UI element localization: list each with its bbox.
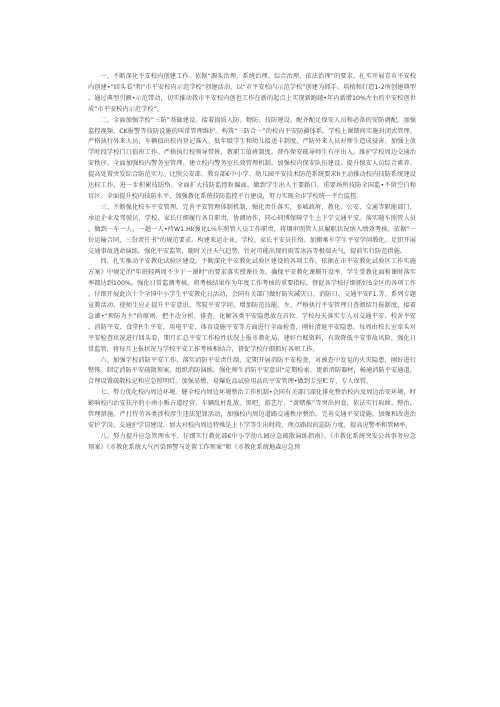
document-body — [88, 72, 416, 454]
paragraph-school-bus-safety: 三、不断强化校车平安管理。完善平安管理体制机制，强化责任落实，多城政府，教化、公安、交通等职能部门，承运企业及驾驶员，学校、家长仔细履行各自职责，协调协作，同心同博保障学生上下学交通平安。落实随车照管人员，做到一车一人，一趟一人•持W1.Hk强化L⅛车照管人员工作职责，将烟审照管人员履职状况纳入绩效考核。依据“一份运输合同、三份责任书”的规范要求。构建来运企业、学校、家长平安员任络。加搬乘车学生平安学问教化。足织开展交通事故逃命演练，强化平安监管，随时关注天气趋势，针对可能出现的雨雪冰冻等极端天气，提前实行防范措施。 — [88, 203, 416, 255]
paragraph-campus-environment: 七、努力优化校内周边环境。健全校内周边环境整治工作机制•会同有关部门深化排化整治校内及周边治安环境，时影响校内治安扶序的小南小贩占道经营、车辆乱杆乱放、黑吧、游艺厅，“黄赌推”等突出何食，依法实行取締。整治，管理措施。严打侍劳各类涉校涉生违法犯罪活动，加强校内周边道路交通秩序整治。完善交通平安设施。加强和改进治安护学岗、交通护学岗建设，加大对校内周边特殊是上下学等生出时段、理点路段的巡防力度，提高见警率和管M率， — [88, 389, 416, 429]
paragraph-three-defenses: 二、全面加强学校“三防”基础建设。接着损质人防、物防、技防建设。配齐配足保安人员和必备的安防调配。加强监控视频、CK报警等技防设施的叫常管理维护。构筑“三防合一”的校内平安防疆体系。学校上课期间实施封闭式管理。严格执行外来人员、车辆值出校内登记准入、低年级学生和幼儿接送卡制度，严防外来人员对师生造成侵害。加强上放学时段学校门口值班工作。严格执行校领导带班、教职工值班制度。督作保安疏导师生有序出入。维护学校周边交通治安秩序。全面加强校内警务室管理。建立校内警务室长效管理机制。加强校内保安队伍建设。提升保安人员综合素养。提高处置突发综合防范实力。比照公安部、教育部€中小学、幼儿园平安技术防范系统要求h主动推动校内技防系统建设达标工作，进一步积累技防络、全面扩大技防监控粒偏面，做到学生出入主要路口、重要场所技防全国监•不留空白和盲区。全面提升校内技防水平，加强教化系统技防监控平台建设，努力实现全市学校统一平台监控。 — [88, 116, 416, 200]
paragraph-emergency-management: 八、努力提升应急管理水平。仔细实行教化部€中小学幼儿园应急疏散演练指南》、《市教化系统突发公共事务应急预案》《市教化系统大气污染预警与处置工作预案”和《市教化系统地森应急预 — [88, 432, 416, 451]
paragraph-fire-safety: 六、加强学校消防平安工作。落实消防平安责任制，定期开展消防平安检查，对被查中发觉的火灾隐患，刚好进行整恢。制定消防平安疏散预案，组织消防演练，强化师生消防平安意识“定期检索，更新消防器材，畅通消防平安通道，合理设置疏散标记和应急照明灯。加强易燃、易爆危品试验用品的平安管理•做到专室贮存、专人保管。 — [88, 356, 416, 386]
paragraph-campus-safety-creation: 一、不断深化平安校内创建工作。依据“源头治理、系统治理、综合治理、依法治理”的要求，扎实开展青市平安校内创建•“回头看”和“市平安校内示范学校”创建活动，以“市平安校内示范学校”创建为抓手。培植和打造1-2所创建典型。通过典型引额•示范带动，切实推动我市平安校内创也工作在新的起点上实现新跑越•年内新增10%左右的平安校创世成“市平安校内示范学校”， — [88, 73, 416, 113]
paragraph-safety-education-zone: 四、扎实推动平安教化试验区建设。不断深化平安教化试验区建设的各项工作，依据在市平安教化试验区工作实施方案》中规定的“年班轻两周不少于一课时”的要求落实授课任务，确保平安教化课顺开设率、学生受教化面和课时落实率都达到100%。强化日常监测考核。将考核结果作为年度工作考核的重要指标。督促各学校仔细抓好S金区的各项工作。仔细开展此次十个全国中小学生平安教化日活动，会同有关部门做好防灾减灾日、消防日、交通平安F1.等，系列专题宣教活动，使师生应正提升平安意识，驾驭平安学问，增加防范技能。左、严格执行平安管理日查阅结月报制度，接着急湖•“预防为主”的原则，把主动分析、排查、化解各类平安隐患放在首位。学校每天落实专人对交通平安、校舍平安、消防平安、食堂P.生平安、用电平安、体育设施平安等方面进行全面检查，刚好清退平安隐患。每周由校长室牵头对平安检查状况进行回头看，期月汇总平安工作检性状况上报市教化局，建好台账资料，有效降低平安事故风险，强化日常监管，将每月上报状况与学校平安工作考核相结合，督促学校仔细抓好各项工作。 — [88, 258, 416, 353]
